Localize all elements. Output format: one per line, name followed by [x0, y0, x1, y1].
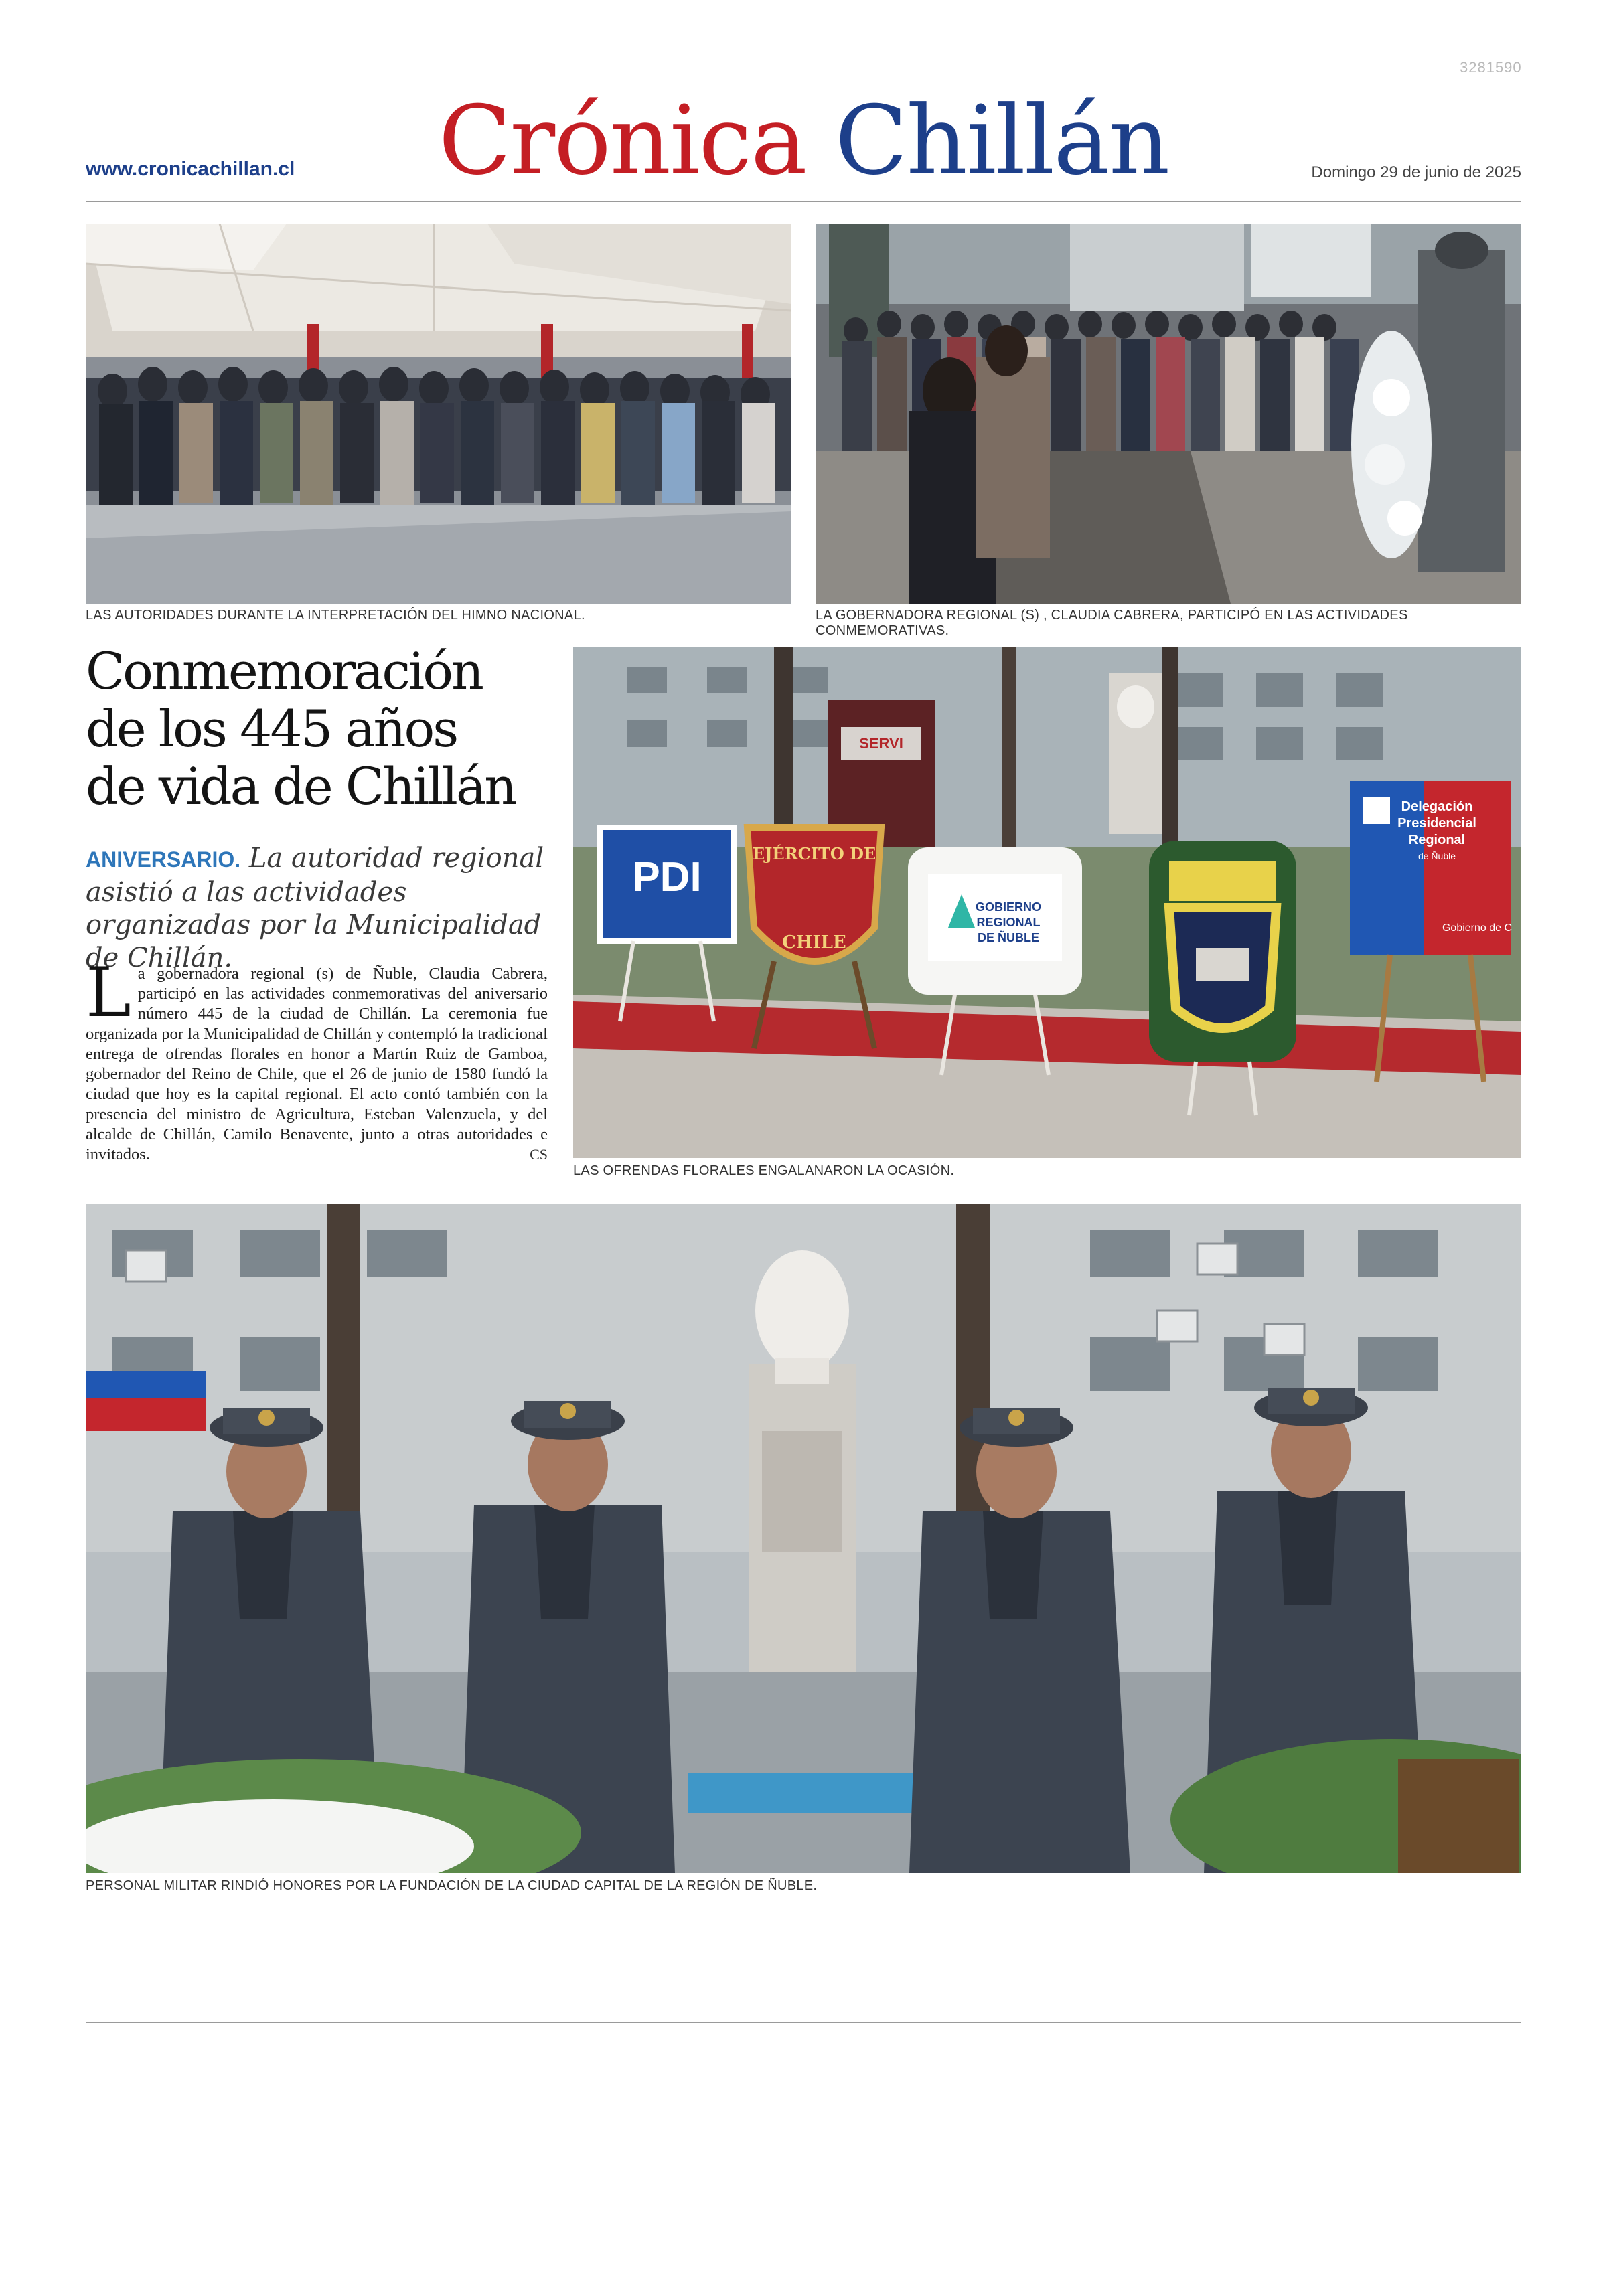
headline-line-2: de los 445 años [86, 699, 457, 758]
issue-date: Domingo 29 de junio de 2025 [1311, 163, 1521, 181]
delegacion-line-2: Presidencial [1397, 816, 1476, 831]
dropcap: L [86, 953, 131, 1033]
article-deck [86, 842, 561, 975]
body-text: a gobernadora regional (s) de Ñuble, Claudia Cabrera, participó en las actividades conmemorativas del aniversario número 445 de la ciudad de Chillán. La ceremonia fue organizada por la Municipalidad de Chillán y contempló la tradicional entrega de ofrendas florales en honor a Martín Ruiz de Gamboa, gobernador del Reino de Chile, que el 26 de junio de 1580 fundó la ciudad que hoy es la capital regional. El acto contó también con la presencia del ministro de Agricultura, Esteban Valenzuela, y del alcalde de Chillán, Camilo Benavente, junto a otras autoridades e invitados. [86, 965, 548, 1163]
caption-military: PERSONAL MILITAR RINDIÓ HONORES POR LA FUNDACIÓN DE LA CIUDAD CAPITAL DE LA REGIÓN DE ÑUBLE. [86, 1878, 818, 1893]
header-rule [86, 201, 1521, 202]
headline-line-3: de vida de Chillán [86, 756, 516, 816]
gobierno-line-2: REGIONAL [976, 916, 1041, 929]
delegacion-line-1: Delegación [1401, 799, 1473, 814]
pdi-sign-text: PDI [632, 854, 702, 900]
delegacion-footer: Gobierno de C [1442, 922, 1513, 934]
article-body [86, 953, 548, 1165]
headline-line-1: Conmemoración [86, 641, 482, 701]
photo-governor [816, 224, 1521, 604]
photo-military [86, 1204, 1521, 1873]
page-id: 3281590 [1460, 59, 1522, 76]
caption-authorities: LAS AUTORIDADES DURANTE LA INTERPRETACIÓN DEL HIMNO NACIONAL. [86, 608, 585, 623]
servi-sign-text: SERVI [859, 735, 903, 752]
caption-governor: LA GOBERNADORA REGIONAL (S) , CLAUDIA CABRERA, PARTICIPÓ EN LAS ACTIVIDADES CONMEMORATIVAS. [816, 608, 1408, 638]
photo-authorities [86, 224, 791, 604]
gobierno-line-3: DE ÑUBLE [977, 931, 1040, 945]
website-link[interactable]: www.cronicachillan.cl [86, 158, 295, 180]
article-kicker: ANIVERSARIO. [86, 847, 241, 872]
delegacion-line-4: de Ñuble [1418, 851, 1456, 862]
masthead-word-cronica: Crónica [438, 86, 806, 196]
footer-rule [86, 2022, 1521, 2023]
ejercito-top-text: EJÉRCITO DE [752, 844, 876, 864]
photo-offerings [573, 647, 1521, 1158]
ejercito-bottom-text: CHILE [782, 932, 846, 953]
delegacion-line-3: Regional [1408, 833, 1466, 847]
deck-text: La autoridad regional asistió a las actividades organizadas por la Municipalidad de Chillán. [86, 843, 544, 973]
masthead-word-chillan: Chillán [834, 86, 1169, 196]
article-headline [86, 643, 554, 815]
gobierno-line-1: GOBIERNO [975, 900, 1042, 914]
end-mark: CS [530, 1146, 548, 1163]
caption-offerings: LAS OFRENDAS FLORALES ENGALANARON LA OCASIÓN. [573, 1163, 955, 1178]
